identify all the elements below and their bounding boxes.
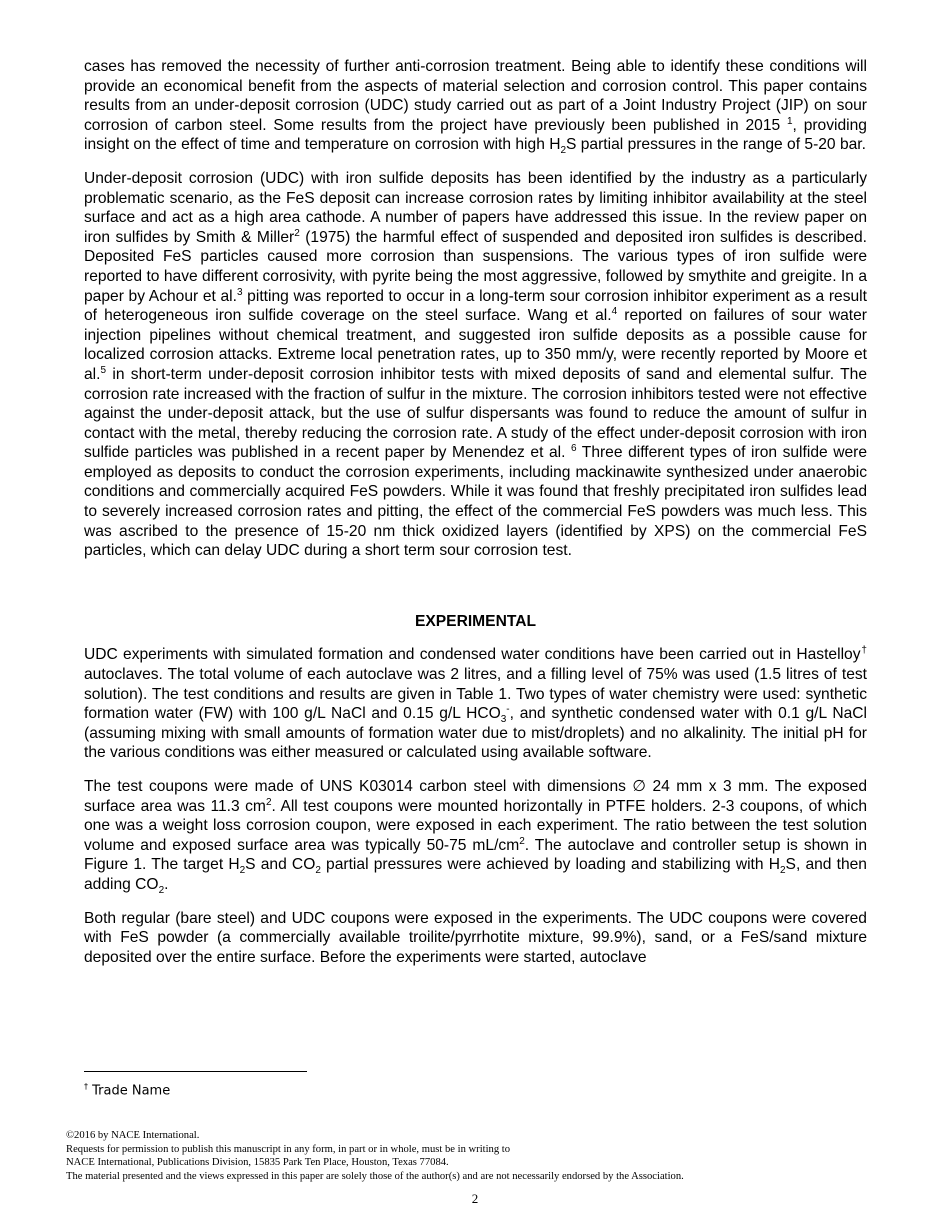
text-run: S partial pressures in the range of 5-20 bar. — [566, 136, 866, 154]
subscript: 2 — [158, 885, 165, 897]
text-run: The test coupons were made of UNS K03014 carbon steel with dimensions ∅ 24 mm x 3 mm. The exposed surface area was 11.3 cm — [84, 778, 867, 815]
text-run: . — [164, 875, 169, 893]
text-run: S, and then adding CO — [84, 856, 867, 893]
citation-superscript: 3 — [236, 286, 243, 298]
footnote-text: Trade Name — [88, 1083, 171, 1099]
text-run: pitting was reported to occur in a long-term sour corrosion inhibitor experiment as a result of heterogeneous iron sulfide coverage on the steel surface. Wang et al. — [84, 287, 867, 325]
text-run: reported on failures of sour water injection pipelines without chemical treatment, and suggested iron sulfide deposits as a possible cause for localized corrosion attacks. Extreme local penetration rates, up to 350 mm/y, were recently reported by Moore et al. — [84, 307, 867, 383]
text-run: Three different types of iron sulfide were employed as deposits to conduct the corrosion experiments, including mackinawite synthesized under anaerobic conditions and commercially acquired FeS powders. While it was found that freshly precipitated iron sulfides lead to severely increased corrosion rates and pitting, the effect of the commercial FeS powders was much less. This was ascribed to the presence of 15-20 nm thick oxidized layers (identified by XPS) on the commercial FeS particles, which can delay UDC during a short term sour corrosion test. — [84, 444, 868, 560]
superscript: - — [506, 704, 510, 716]
text-run: . The autoclave and controller setup is shown in Figure 1. The target H — [84, 836, 867, 874]
text-run: , and synthetic condensed water with 0.1 g/L NaCl (assuming mixing with small amounts of formation water due to mist/droplets) and no alkalinity. The initial pH for the various conditions was either measured or calculated using available software. — [84, 705, 867, 762]
subscript: 2 — [560, 145, 567, 157]
footer-line: NACE International, Publications Division, 15835 Park Ten Place, Houston, Texas 77084. — [66, 1157, 449, 1169]
citation-superscript: 5 — [100, 364, 107, 376]
paragraph-udc-review — [84, 169, 867, 561]
subscript: 2 — [239, 865, 246, 877]
text-run: autoclaves. The total volume of each autoclave was 2 litres, and a filling level of 75% was used (1.5 litres of test solution). The test conditions and results are given in Table 1. Two types of water chemistry were used: synthetic formation water (FW) with 100 g/L NaCl and 0.15 g/L HCO — [84, 666, 867, 723]
section-heading: EXPERIMENTAL — [414, 612, 536, 630]
copyright-footer — [66, 1129, 886, 1183]
text-run: S and CO — [245, 856, 316, 874]
subscript: 3 — [500, 714, 507, 726]
footnote-mark: † — [860, 645, 867, 657]
footer-line: The material presented and the views expressed in this paper are solely those of the author(s) and are not necessarily endorsed by the Association. — [66, 1170, 684, 1182]
text-run: UDC experiments with simulated formation and condensed water conditions have been carried out in Hastelloy — [84, 646, 861, 664]
footnote — [84, 1078, 170, 1100]
footnote-divider — [84, 1071, 307, 1072]
text-run: , providing insight on the effect of time and temperature on corrosion with high H — [84, 116, 867, 154]
subscript: 2 — [779, 865, 786, 877]
superscript: 2 — [519, 835, 525, 847]
footnote-mark: † — [84, 1082, 88, 1091]
subscript: 2 — [315, 865, 321, 877]
superscript: 2 — [265, 796, 272, 808]
page-number: 2 — [471, 1191, 479, 1206]
citation-superscript: 4 — [611, 305, 618, 317]
citation-superscript: 6 — [570, 443, 577, 455]
text-run: Both regular (bare steel) and UDC coupons were exposed in the experiments. The UDC coupons were covered with FeS powder (a commercially available troilite/pyrrhotite mixture, 99.9%), sand, or a FeS/sand mixture deposited over the entire surface. Before the experiments were started, autoclave — [84, 909, 867, 966]
paragraph-test-coupons — [84, 777, 867, 895]
text-run: partial pressures were achieved by loading and stabilizing with H — [320, 856, 780, 874]
footer-line: Requests for permission to publish this manuscript in any form, in part or in whole, must be in writing to — [66, 1143, 511, 1155]
paragraph-udc-coupons — [84, 909, 867, 968]
text-run: cases has removed the necessity of further anti-corrosion treatment. Being able to identify these conditions will provide an economical benefit from the aspects of material selection and corrosion control. This paper contains results from an under-deposit corrosion (UDC) study carried out as part of a Joint Industry Project (JIP) on sour corrosion of carbon steel. Some results from the project have previously been published in 2015 — [84, 58, 867, 134]
citation-superscript: 2 — [294, 227, 300, 239]
body-text — [84, 57, 867, 967]
text-run: Under-deposit corrosion (UDC) with iron sulfide deposits has been identified by the industry as a particularly problematic scenario, as the FeS deposit can increase corrosion rates by limiting inhibitor availability at the steel surface and act as a high area cathode. A number of papers have addressed this issue. In the review paper on iron sulfides by Smith & Miller — [84, 169, 867, 246]
paragraph-intro-continuation — [84, 57, 867, 155]
citation-superscript: 1 — [786, 115, 793, 127]
footer-line: ©2016 by NACE International. — [66, 1130, 200, 1141]
text-run: . All test coupons were mounted horizontally in PTFE holders. 2-3 coupons, of which one was a weight loss corrosion coupon, were exposed in each experiment. The ratio between the test solution volume and exposed surface area was typically 50-75 mL/cm — [84, 797, 867, 854]
paragraph-experimental-setup — [84, 645, 867, 763]
text-run: in short-term under-deposit corrosion inhibitor tests with mixed deposits of sand and elemental sulfur. The corrosion rate increased with the fraction of sulfur in the mixture. The corrosion inhibitors tested were not effective against the under-deposit attack, but the use of sulfur dispersants was found to reduce the amount of sulfur in contact with the metal, thereby reducing the corrosion rate. A study of the effect under-deposit corrosion with iron sulfide particles was published in a recent paper by Menendez et al. — [84, 365, 867, 462]
text-run: (1975) the harmful effect of suspended and deposited iron sulfides is described. Deposited FeS particles caused more corrosion than suspensions. The various types of iron sulfide were reported to have different corrosivity, with pyrite being the most aggressive, followed by smythite and greigite. In a paper by Achour et al. — [84, 228, 867, 305]
